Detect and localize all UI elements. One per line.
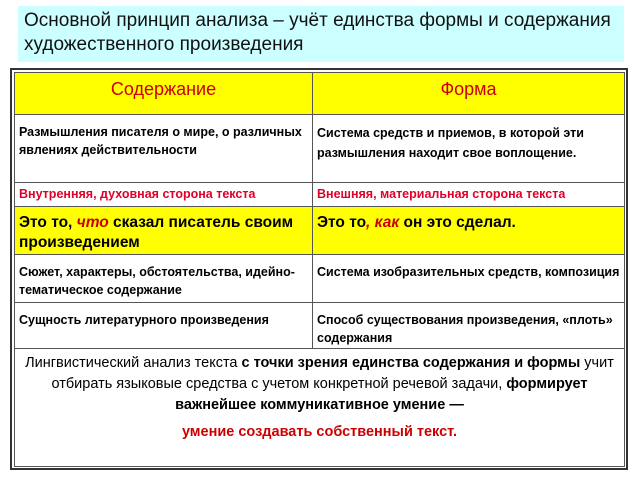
slide-title: Основной принцип анализа – учёт единства формы и содержания художественного произведения: [18, 6, 624, 62]
summary-bold-2: формирует важнейшее коммуникативное умение —: [175, 376, 588, 413]
row3-form-text-b: он это сделал.: [399, 214, 516, 231]
content-form-table: [14, 72, 625, 467]
row3-form-cell: [313, 207, 625, 255]
row4-content-cell: Сюжет, характеры, обстоятельства, идейно-тематическое содержание: [15, 255, 313, 303]
row1-form-cell: Система средств и приемов, в которой эти размышления находит свое воплощение.: [313, 115, 625, 183]
row3-content-cell: [15, 207, 313, 255]
row3-content-emphasis: что: [76, 214, 109, 231]
row5-form-cell: Способ существования произведения, «плоть» содержания: [313, 303, 625, 349]
summary-text-2: учит отбирать языковые средства с учетом конкретной речевой задачи,: [51, 355, 614, 392]
row1-content-cell: Размышления писателя о мире, о различных явлениях действительности: [15, 115, 313, 183]
row3-content-text-b: сказал писатель своим произведением: [19, 214, 294, 251]
row4-form-cell: Система изобразительных средств, композиция: [313, 255, 625, 303]
row3-content-text-a: Это то,: [19, 214, 77, 231]
header-form: Форма: [313, 73, 625, 115]
row5-content-cell: Сущность литературного произведения: [15, 303, 313, 349]
summary-bold-1: с точки зрения единства содержания и формы: [241, 355, 581, 371]
row2-form-cell: Внешняя, материальная сторона текста: [313, 183, 625, 207]
summary-text-1: Лингвистический анализ текста: [25, 355, 242, 371]
row3-form-emphasis: , как: [366, 214, 400, 231]
content-frame: [10, 68, 628, 470]
header-content: Содержание: [15, 73, 313, 115]
summary-cell: [15, 349, 625, 467]
row2-content-cell: Внутренняя, духовная сторона текста: [15, 183, 313, 207]
row3-form-text-a: Это то: [317, 214, 367, 231]
summary-red-conclusion: умение создавать собственный текст.: [181, 424, 458, 440]
